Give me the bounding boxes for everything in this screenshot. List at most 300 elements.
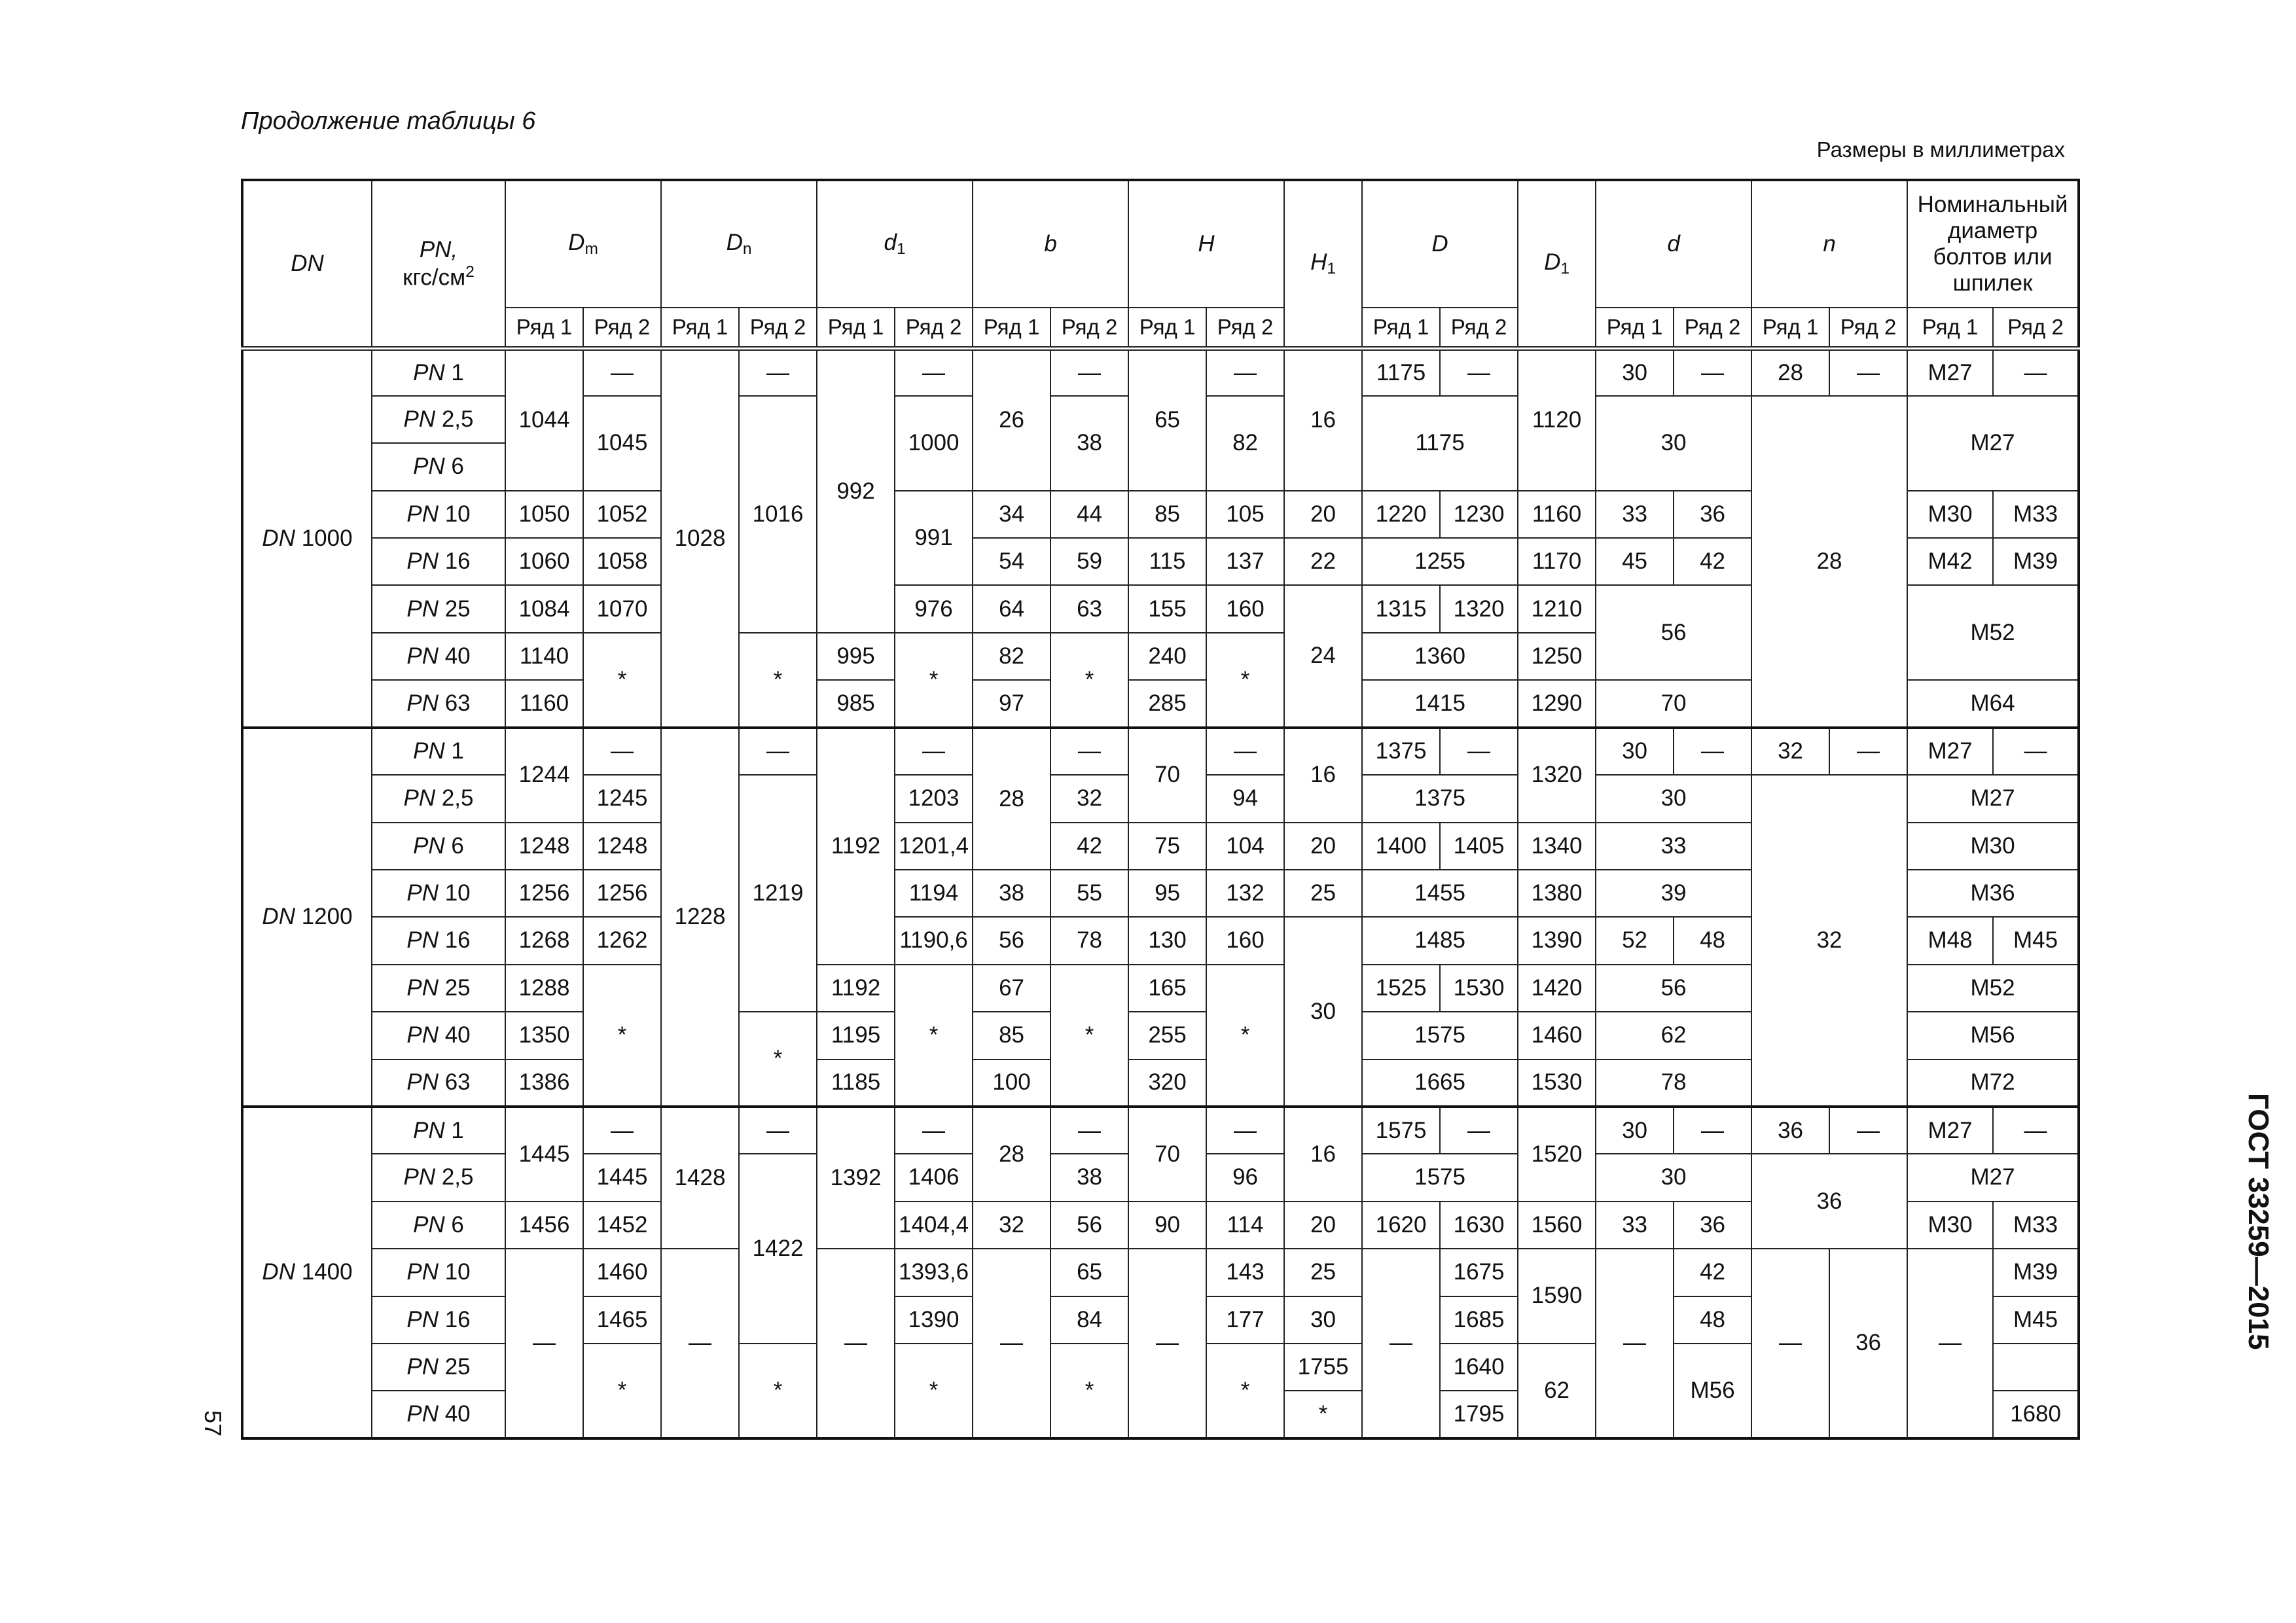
table-cell: —: [1050, 348, 1128, 395]
table-cell: 1160: [505, 680, 583, 727]
header-series-1: Ряд 1: [505, 308, 583, 348]
table-cell: 1460: [1518, 1012, 1596, 1059]
table-cell: M72: [1907, 1060, 2079, 1107]
table-cell: 96: [1206, 1154, 1284, 1201]
table-cell: 132: [1206, 870, 1284, 917]
header-n: n: [1751, 180, 1907, 308]
table-cell: 84: [1050, 1296, 1128, 1344]
table-cell: 65: [1128, 348, 1206, 490]
table-cell: 32: [1751, 775, 1907, 1107]
pn-cell: PN 63: [372, 1060, 505, 1107]
table-cell: 56: [1596, 965, 1751, 1012]
table-cell: M56: [1674, 1344, 1751, 1438]
table-cell: *: [1206, 1344, 1284, 1438]
table-cell: 1052: [583, 491, 661, 538]
table-cell: 82: [1206, 396, 1284, 491]
header-row: [242, 180, 2079, 308]
header-series-1: Ряд 1: [973, 308, 1050, 348]
table-cell: 62: [1518, 1344, 1596, 1438]
header-series-1: Ряд 1: [661, 308, 739, 348]
table-cell: 1465: [583, 1296, 661, 1344]
dn-cell: DN 1400: [242, 1107, 372, 1438]
table-cell: M27: [1907, 775, 2079, 822]
table-cell: 56: [973, 917, 1050, 964]
pn-cell: PN 10: [372, 870, 505, 917]
table-cell: 1250: [1518, 633, 1596, 680]
table-cell: *: [1050, 633, 1128, 728]
pn-cell: PN 63: [372, 680, 505, 727]
table-cell: 992: [817, 348, 895, 632]
table-cell: 25: [1284, 1249, 1362, 1296]
table-cell: 1248: [505, 823, 583, 870]
table-cell: 1795: [1440, 1391, 1518, 1438]
table-row: [242, 728, 2079, 775]
header-series-2: Ряд 2: [1674, 308, 1751, 348]
table-cell: 1262: [583, 917, 661, 964]
header-series-2: Ряд 2: [739, 308, 817, 348]
table-cell: —: [1440, 1107, 1518, 1154]
table-cell: 1406: [895, 1154, 973, 1201]
table-cell: —: [817, 1249, 895, 1438]
pn-cell: PN 6: [372, 443, 505, 490]
table-cell: —: [1751, 1249, 1829, 1438]
header-series-2: Ряд 2: [1440, 308, 1518, 348]
table-cell: 1445: [583, 1154, 661, 1201]
table-cell: 100: [973, 1060, 1050, 1107]
table-cell: 1520: [1518, 1107, 1596, 1202]
table-cell: 36: [1751, 1107, 1829, 1154]
table-cell: —: [739, 1107, 817, 1154]
table-cell: 59: [1050, 538, 1128, 585]
table-cell: 1680: [1993, 1391, 2079, 1438]
table-cell: —: [1907, 1249, 1993, 1438]
table-cell: M27: [1907, 1107, 1993, 1154]
header-dm: Dm: [505, 180, 661, 308]
table-cell: —: [1362, 1249, 1440, 1438]
table-cell: 1268: [505, 917, 583, 964]
table-cell: M30: [1907, 823, 2079, 870]
table-cell: 115: [1128, 538, 1206, 585]
table-cell: —: [1829, 348, 1907, 395]
table-cell: 30: [1284, 1296, 1362, 1344]
table-cell: —: [661, 1249, 739, 1438]
table-cell: 32: [973, 1202, 1050, 1249]
table-cell: M64: [1907, 680, 2079, 727]
table-cell: 1175: [1362, 396, 1518, 491]
table-cell: 28: [973, 728, 1050, 870]
header-series-1: Ряд 1: [817, 308, 895, 348]
table-cell: 1219: [739, 775, 817, 1012]
table-cell: 1630: [1440, 1202, 1518, 1249]
table-cell: 1640: [1440, 1344, 1518, 1391]
table-cell: 82: [973, 633, 1050, 680]
header-series-1: Ряд 1: [1596, 308, 1674, 348]
table-cell: 64: [973, 585, 1050, 632]
table-cell: 42: [1674, 1249, 1751, 1296]
pn-cell: PN 1: [372, 1107, 505, 1154]
pn-cell: PN 40: [372, 633, 505, 680]
table-cell: 1685: [1440, 1296, 1518, 1344]
table-cell: 1422: [739, 1154, 817, 1344]
table-cell: 42: [1050, 823, 1128, 870]
table-cell: M52: [1907, 965, 2079, 1012]
table-cell: 36: [1829, 1249, 1907, 1438]
table-cell: 1175: [1362, 348, 1440, 395]
table-cell: 1456: [505, 1202, 583, 1249]
header-series-2: Ряд 2: [583, 308, 661, 348]
table-cell: 1340: [1518, 823, 1596, 870]
table-cell: 30: [1284, 917, 1362, 1107]
table-cell: 95: [1128, 870, 1206, 917]
table-cell: *: [895, 1344, 973, 1438]
table-cell: 991: [895, 491, 973, 586]
table-cell: 16: [1284, 348, 1362, 490]
table-cell: —: [1674, 348, 1751, 395]
table-cell: 1380: [1518, 870, 1596, 917]
table-cell: 1201,4: [895, 823, 973, 870]
table-cell: M27: [1907, 348, 1993, 395]
table-cell: 320: [1128, 1060, 1206, 1107]
header-d-bolt-circle: D1: [1518, 180, 1596, 348]
table-cell: 1404,4: [895, 1202, 973, 1249]
table-cell: 1320: [1518, 728, 1596, 823]
table-cell: 1044: [505, 348, 583, 490]
pn-cell: PN 1: [372, 348, 505, 395]
table-cell: —: [1440, 348, 1518, 395]
table-cell: 1255: [1362, 538, 1518, 585]
table-cell: 1445: [505, 1107, 583, 1202]
table-cell: 24: [1284, 585, 1362, 727]
pn-cell: PN 25: [372, 965, 505, 1012]
table-cell: 255: [1128, 1012, 1206, 1059]
table-cell: 1428: [661, 1107, 739, 1249]
table-cell: M52: [1907, 585, 2079, 680]
table-cell: 1000: [895, 396, 973, 491]
table-cell: 1575: [1362, 1107, 1440, 1154]
table-cell: 1084: [505, 585, 583, 632]
table-cell: 20: [1284, 1202, 1362, 1249]
table-cell: 85: [973, 1012, 1050, 1059]
table-cell: 1575: [1362, 1012, 1518, 1059]
header-dn: DN: [242, 180, 372, 348]
table-cell: 137: [1206, 538, 1284, 585]
table-caption: Продолжение таблицы 6: [241, 107, 536, 135]
table-cell: 54: [973, 538, 1050, 585]
table-cell: M39: [1993, 1249, 2079, 1296]
table-cell: *: [1206, 633, 1284, 728]
table-cell: —: [739, 728, 817, 775]
header-row-series: [242, 308, 2079, 348]
table-cell: 1016: [739, 396, 817, 633]
table-cell: —: [1596, 1249, 1674, 1438]
table-row: [242, 1107, 2079, 1154]
table-cell: 1256: [505, 870, 583, 917]
page-number: 57: [200, 1410, 226, 1437]
table-cell: 1230: [1440, 491, 1518, 538]
table-cell: 1190,6: [895, 917, 973, 964]
table-cell: 1192: [817, 965, 895, 1012]
header-b: b: [973, 180, 1128, 308]
table-cell: 75: [1128, 823, 1206, 870]
pn-cell: PN 2,5: [372, 775, 505, 822]
table-cell: 1060: [505, 538, 583, 585]
table-cell: 1665: [1362, 1060, 1518, 1107]
table-cell: 48: [1674, 917, 1751, 964]
table-cell: 1375: [1362, 728, 1440, 775]
table-cell: 78: [1050, 917, 1128, 964]
table-cell: 65: [1050, 1249, 1128, 1296]
pn-cell: PN 25: [372, 1344, 505, 1391]
table-row: [242, 348, 2079, 395]
pn-cell: PN 16: [372, 1296, 505, 1344]
header-d-outer: D: [1362, 180, 1518, 308]
table-cell: *: [895, 633, 973, 728]
table-cell: 85: [1128, 491, 1206, 538]
table-cell: 32: [1050, 775, 1128, 822]
pn-cell: PN 6: [372, 823, 505, 870]
table-cell: 70: [1596, 680, 1751, 727]
table-cell: M27: [1907, 728, 1993, 775]
table-cell: 38: [1050, 1154, 1128, 1201]
table-cell: 34: [973, 491, 1050, 538]
table-cell: M30: [1907, 491, 1993, 538]
table-cell: M27: [1907, 1154, 2079, 1201]
table-cell: —: [583, 1107, 661, 1154]
table-cell: 1120: [1518, 348, 1596, 490]
table-cell: 25: [1284, 870, 1362, 917]
table-cell: 177: [1206, 1296, 1284, 1344]
table-cell: 1393,6: [895, 1249, 973, 1296]
header-dn-dim: Dn: [661, 180, 817, 308]
table-cell: 1320: [1440, 585, 1518, 632]
table-cell: 28: [1751, 348, 1829, 395]
table-cell: 1248: [583, 823, 661, 870]
table-cell: —: [1829, 1107, 1907, 1154]
table-cell: 30: [1596, 1154, 1751, 1201]
table-cell: *: [895, 965, 973, 1107]
table-cell: M33: [1993, 491, 2079, 538]
table-cell: 1245: [583, 775, 661, 822]
table-cell: —: [973, 1249, 1050, 1438]
table-cell: 155: [1128, 585, 1206, 632]
table-cell: 1452: [583, 1202, 661, 1249]
table-cell: 45: [1596, 538, 1674, 585]
pn-cell: PN 2,5: [372, 396, 505, 443]
table-cell: 1420: [1518, 965, 1596, 1012]
table-cell: 62: [1596, 1012, 1751, 1059]
table-cell: 1575: [1362, 1154, 1518, 1201]
table-cell: 1620: [1362, 1202, 1440, 1249]
table-cell: 36: [1751, 1154, 1907, 1249]
table-cell: —: [1674, 728, 1751, 775]
pn-cell: PN 40: [372, 1391, 505, 1438]
table-cell: —: [1993, 728, 2079, 775]
table-cell: *: [739, 1012, 817, 1107]
table-cell: 1755: [1284, 1344, 1362, 1391]
table-cell: *: [739, 1344, 817, 1438]
table-cell: 63: [1050, 585, 1128, 632]
table-cell: 1400: [1362, 823, 1440, 870]
table-cell: 1070: [583, 585, 661, 632]
dn-cell: DN 1200: [242, 728, 372, 1107]
table-cell: 32: [1751, 728, 1829, 775]
table-cell: 1228: [661, 728, 739, 1107]
table-cell: 1315: [1362, 585, 1440, 632]
table-cell: 1170: [1518, 538, 1596, 585]
table-cell: 143: [1206, 1249, 1284, 1296]
table-cell: 1028: [661, 348, 739, 727]
table-cell: *: [1050, 965, 1128, 1107]
pn-cell: PN 10: [372, 491, 505, 538]
table-cell: 36: [1674, 1202, 1751, 1249]
table-cell: 1210: [1518, 585, 1596, 632]
table-cell: 1560: [1518, 1202, 1596, 1249]
table-cell: 1256: [583, 870, 661, 917]
header-series-1: Ряд 1: [1362, 308, 1440, 348]
table-cell: 20: [1284, 823, 1362, 870]
header-d-hole: d: [1596, 180, 1751, 308]
pn-cell: PN 16: [372, 538, 505, 585]
table-cell: 30: [1596, 348, 1674, 395]
table-cell: 36: [1674, 491, 1751, 538]
header-h1: H1: [1284, 180, 1362, 348]
pn-cell: PN 1: [372, 728, 505, 775]
table-cell: 52: [1596, 917, 1674, 964]
table-cell: 28: [973, 1107, 1050, 1202]
table-cell: 16: [1284, 1107, 1362, 1202]
table-cell: 1590: [1518, 1249, 1596, 1344]
table-cell: 1530: [1440, 965, 1518, 1012]
table-cell: 1192: [817, 728, 895, 965]
table-cell: 39: [1596, 870, 1751, 917]
table-cell: 285: [1128, 680, 1206, 727]
table-cell: 1460: [583, 1249, 661, 1296]
table-cell: *: [739, 633, 817, 728]
table-cell: 33: [1596, 1202, 1674, 1249]
table-cell: M30: [1907, 1202, 1993, 1249]
table-cell: 33: [1596, 823, 1751, 870]
table-cell: 1392: [817, 1107, 895, 1249]
table-cell: 1525: [1362, 965, 1440, 1012]
table-cell: 1050: [505, 491, 583, 538]
table-cell: —: [1050, 1107, 1128, 1154]
table-cell: 1375: [1362, 775, 1518, 822]
table-cell: —: [895, 348, 973, 395]
dn-cell: DN 1000: [242, 348, 372, 727]
header-series-2: Ряд 2: [1993, 308, 2079, 348]
table-cell: 67: [973, 965, 1050, 1012]
table-cell: 56: [1050, 1202, 1128, 1249]
table-cell: 38: [1050, 396, 1128, 491]
table-cell: —: [1128, 1249, 1206, 1438]
table-cell: M27: [1907, 396, 2079, 491]
table-cell: 1390: [1518, 917, 1596, 964]
table-cell: 1045: [583, 396, 661, 491]
table-cell: 30: [1596, 728, 1674, 775]
header-series-1: Ряд 1: [1751, 308, 1829, 348]
table-cell: 1194: [895, 870, 973, 917]
header-series-2: Ряд 2: [1050, 308, 1128, 348]
units-note: Размеры в миллиметрах: [1816, 137, 2065, 162]
table-cell: M45: [1993, 1296, 2079, 1344]
table-cell: —: [1440, 728, 1518, 775]
table-cell: 160: [1206, 585, 1284, 632]
table-cell: 1675: [1440, 1249, 1518, 1296]
table-row: [242, 1249, 2079, 1296]
table-cell: 22: [1284, 538, 1362, 585]
table-cell: 104: [1206, 823, 1284, 870]
header-pn: PN, кгс/$см^2$: [372, 180, 505, 348]
table-cell: *: [583, 1344, 661, 1438]
table-cell: M33: [1993, 1202, 2079, 1249]
table-cell: 78: [1596, 1060, 1751, 1107]
table-cell: 1058: [583, 538, 661, 585]
header-series-2: Ряд 2: [1829, 308, 1907, 348]
table-cell: 70: [1128, 1107, 1206, 1202]
table-cell: 55: [1050, 870, 1128, 917]
flange-dimensions-table: [241, 179, 2080, 1440]
table-cell: —: [1829, 728, 1907, 775]
table-cell: 114: [1206, 1202, 1284, 1249]
table-cell: 28: [1751, 396, 1907, 728]
pn-cell: PN 10: [372, 1249, 505, 1296]
standard-designation: ГОСТ 33259—2015: [2242, 1093, 2274, 1350]
table-cell: 1360: [1362, 633, 1518, 680]
table-cell: 94: [1206, 775, 1284, 822]
table-cell: —: [1050, 728, 1128, 775]
header-series-1: Ряд 1: [1128, 308, 1206, 348]
header-series-1: Ряд 1: [1907, 308, 1993, 348]
table-cell: 1220: [1362, 491, 1440, 538]
header-h: H: [1128, 180, 1284, 308]
table-cell: 105: [1206, 491, 1284, 538]
table-cell: 1405: [1440, 823, 1518, 870]
pn-cell: PN 2,5: [372, 1154, 505, 1201]
pn-cell: PN 16: [372, 917, 505, 964]
table-cell: 30: [1596, 775, 1751, 822]
table-cell: 985: [817, 680, 895, 727]
table-cell: —: [1993, 348, 2079, 395]
table-cell: M56: [1907, 1012, 2079, 1059]
table-cell: —: [1206, 728, 1284, 775]
table-cell: 48: [1674, 1296, 1751, 1344]
table-cell: —: [1206, 348, 1284, 395]
table-cell: 1244: [505, 728, 583, 823]
table-cell: 44: [1050, 491, 1128, 538]
table-cell: M45: [1993, 917, 2079, 964]
table-cell: M48: [1907, 917, 1993, 964]
table-cell: —: [583, 728, 661, 775]
table-cell: 56: [1596, 585, 1751, 680]
table-cell: —: [1993, 1107, 2079, 1154]
table-cell: 976: [895, 585, 973, 632]
table-cell: *: [583, 633, 661, 728]
table-cell: 42: [1674, 538, 1751, 585]
table-cell: 26: [973, 348, 1050, 490]
table-cell: —: [505, 1249, 583, 1438]
header-d1: d1: [817, 180, 973, 308]
pn-cell: PN 6: [372, 1202, 505, 1249]
table-cell: M42: [1907, 538, 1993, 585]
table-cell: *: [1050, 1344, 1128, 1438]
table-cell: 240: [1128, 633, 1206, 680]
table-cell: —: [583, 348, 661, 395]
table-cell: 1140: [505, 633, 583, 680]
table-cell: —: [1674, 1107, 1751, 1154]
table-cell: M36: [1907, 870, 2079, 917]
table-cell: 160: [1206, 917, 1284, 964]
table-cell: 1530: [1518, 1060, 1596, 1107]
